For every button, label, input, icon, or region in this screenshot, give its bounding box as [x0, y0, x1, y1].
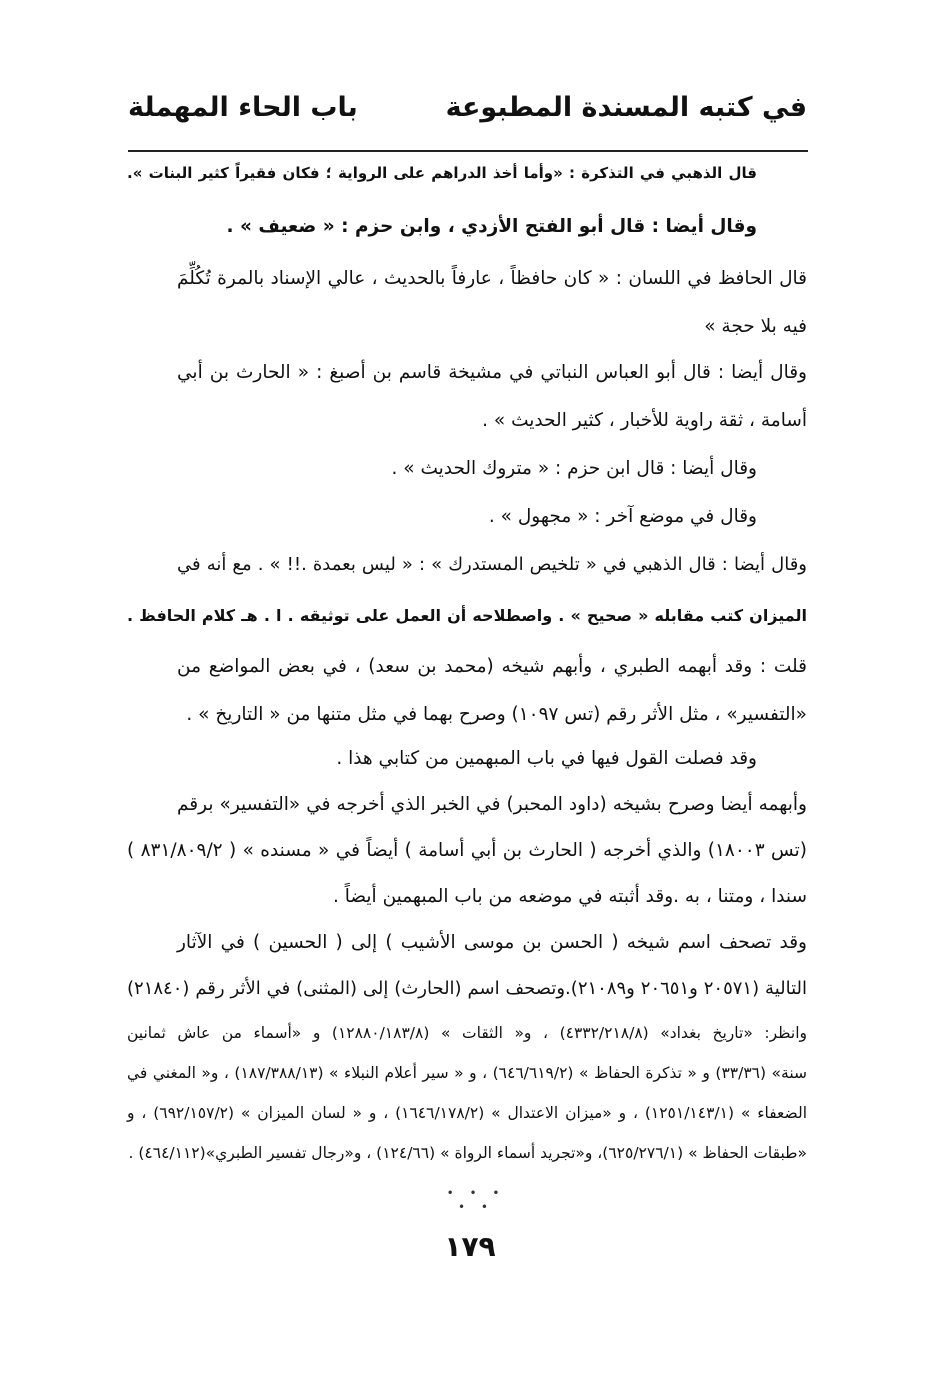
separator-dots: • • • • • — [446, 1186, 506, 1214]
header-rule — [128, 150, 808, 152]
text-line: فيه بلا حجة » — [704, 316, 807, 337]
text-line: «التفسير» ، مثل الأثر رقم (تس ١٠٩٧) وصرح بهما في مثل متنها من « التاريخ » . — [186, 704, 807, 725]
footnote-line: الضعفاء » (١٢٥١/١٤٣/١) ، و «ميزان الاعتدال » (١٦٤٦/١٧٨/٢) ، و « لسان الميزان » (٦٩٢/١٥٧/٢) ، و — [127, 1104, 808, 1122]
page-number: ١٧٩ — [444, 1230, 496, 1263]
running-header-right: في كتبه المسندة المطبوعة — [445, 92, 807, 123]
text-line: قال الذهبي في التذكرة : «وأما أخذ الدراهم على الرواية ؛ فكان فقيراً كثير البنات ». — [127, 164, 757, 182]
text-line: وقال أيضا : قال أبو العباس النباتي في مشيخة قاسم بن أصبغ : « الحارث بن أبي — [177, 362, 807, 383]
text-line: أسامة ، ثقة راوية للأخبار ، كثير الحديث » . — [482, 410, 807, 431]
text-line: وأبهمه أيضا وصرح بشيخه (داود المحبر) في الخبر الذي أخرجه في «التفسير» برقم — [177, 794, 807, 815]
text-line: قلت : وقد أبهمه الطبري ، وأبهم شيخه (محمد بن سعد) ، في بعض المواضع من — [177, 656, 807, 677]
running-header-left: باب الحاء المهملة — [128, 92, 358, 123]
text-line: وقد تصحف اسم شيخه ( الحسن بن موسى الأشيب ) إلى ( الحسين ) في الآثار — [177, 932, 807, 953]
footnote-line: «طبقات الحفاظ » (٦٢٥/٢٧٦/١)، و«تجريد أسماء الرواة » (١٢٤/٦٦) ، و«رجال تفسير الطبري»(٤٦٤/١١٢) . — [128, 1144, 807, 1162]
text-line: وقال أيضا : قال ابن حزم : « متروك الحديث » . — [391, 458, 757, 479]
footnote-line: سنة» (٣٣/٣٦) و « تذكرة الحفاظ » (٦٤٦/٦١٩/٢) ، و « سير أعلام النبلاء » (١٨٧/٣٨٨/١٣) ، و« المغني في — [127, 1064, 807, 1082]
text-line: وقد فصلت القول فيها في باب المبهمين من كتابي هذا . — [336, 748, 757, 769]
footnote-line: وانظر: «تاريخ بغداد» (٤٣٣٢/٢١٨/٨) ، و« الثقات » (١٢٨٨٠/١٨٣/٨) و «أسماء من عاش ثمانين — [127, 1024, 807, 1042]
text-line: وقال أيضا : قال الذهبي في « تلخيص المستدرك » : « ليس بعمدة .!! » . مع أنه في — [177, 554, 807, 575]
text-line: الميزان كتب مقابله « صحيح » . واصطلاحه أن العمل على توثيقه . ا . هـ كلام الحافظ . — [127, 606, 807, 625]
text-line: (تس ١٨٠٠٣) والذي أخرجه ( الحارث بن أبي أسامة ) أيضاً في « مسنده » ( ٨٣١/٨٠٩/٢ ) — [127, 840, 808, 861]
text-line: قال الحافظ في اللسان : « كان حافظاً ، عارفاً بالحديث ، عالي الإسناد بالمرة تُكُلِّمَ — [177, 268, 807, 289]
text-line: سندا ، ومتنا ، به .وقد أثبته في موضعه من باب المبهمين أيضاً . — [332, 886, 807, 907]
text-line: وقال في موضع آخر : « مجهول » . — [488, 506, 757, 527]
text-line: وقال أيضا : قال أبو الفتح الأزدي ، وابن حزم : « ضعيف » . — [226, 216, 757, 237]
text-line: التالية (٢٠٥٧١ و٢٠٦٥١ و٢١٠٨٩).وتصحف اسم (الحارث) إلى (المثنى) في الأثر رقم (٢١٨٤٠) — [127, 978, 808, 999]
